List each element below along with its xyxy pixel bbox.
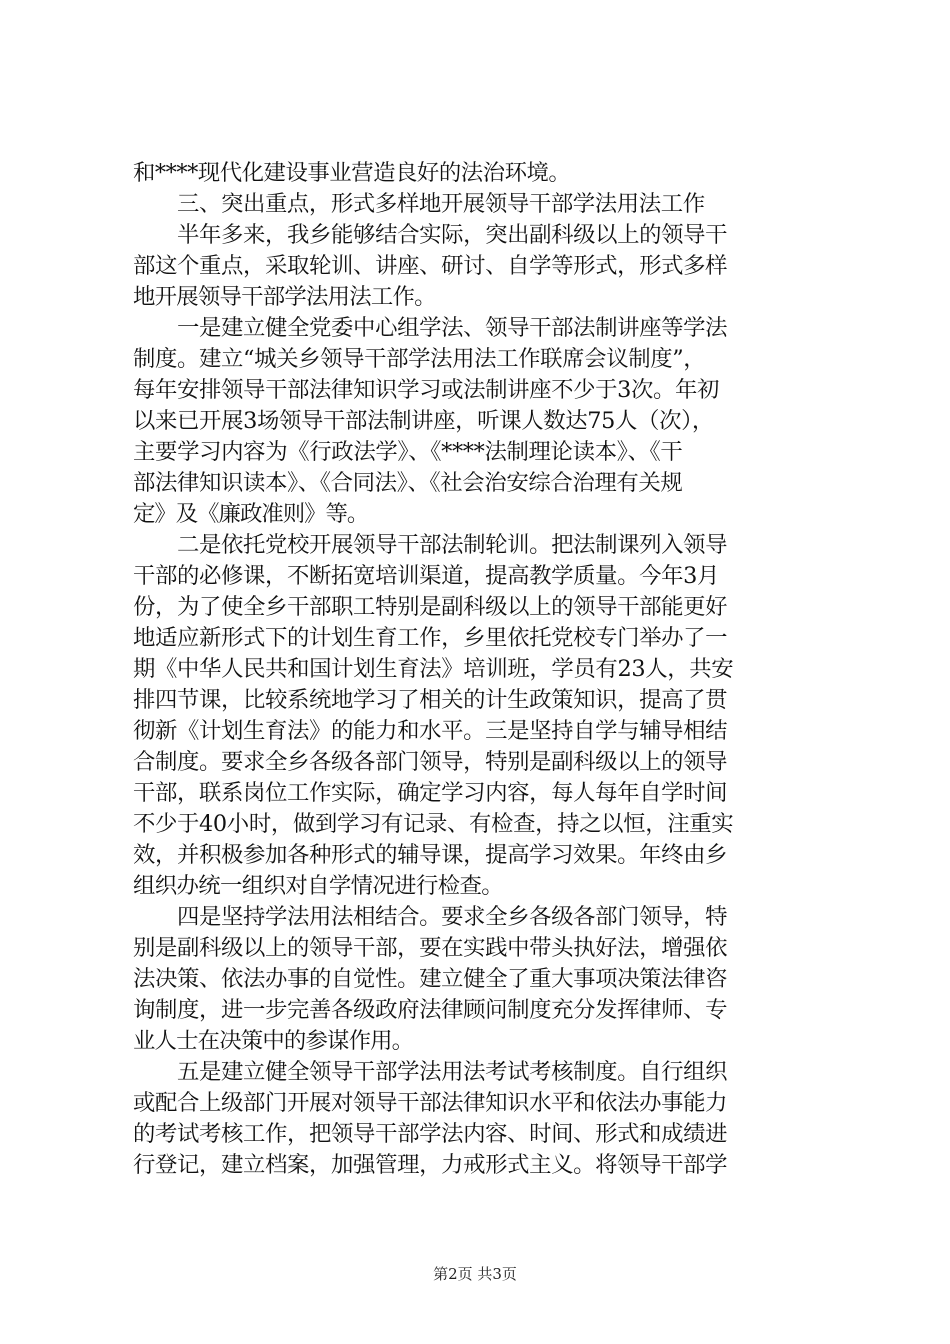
- text-line: 排四节课，比较系统地学习了相关的计生政策知识，提高了贯: [133, 687, 728, 713]
- text-line: 三、突出重点，形式多样地开展领导干部学法用法工作: [133, 191, 705, 217]
- text-line: 以来已开展3场领导干部法制讲座，听课人数达75人（次），: [133, 408, 714, 434]
- text-line: 制度。建立“城关乡领导干部学法用法工作联席会议制度”，: [133, 346, 706, 372]
- text-line: 四是坚持学法用法相结合。要求全乡各级各部门领导，特: [133, 904, 728, 930]
- text-line: 干部的必修课，不断拓宽培训渠道，提高教学质量。今年3月: [133, 563, 720, 589]
- text-line: 二是依托党校开展领导干部法制轮训。把法制课列入领导: [133, 532, 728, 558]
- text-line: 行登记，建立档案，加强管理，力戒形式主义。将领导干部学: [133, 1152, 728, 1178]
- text-line: 和****现代化建设事业营造良好的法治环境。: [133, 160, 571, 186]
- text-line: 彻新《计划生育法》的能力和水平。三是坚持自学与辅导相结: [133, 718, 728, 744]
- text-line: 法决策、依法办事的自觉性。建立健全了重大事项决策法律咨: [133, 966, 728, 992]
- text-line: 每年安排领导干部法律知识学习或法制讲座不少于3次。年初: [133, 377, 720, 403]
- text-line: 干部，联系岗位工作实际，确定学习内容，每人每年自学时间: [133, 780, 728, 806]
- text-line: 别是副科级以上的领导干部，要在实践中带头执好法，增强依: [133, 935, 728, 961]
- text-line: 的考试考核工作，把领导干部学法内容、时间、形式和成绩进: [133, 1121, 728, 1147]
- document-body: [133, 158, 833, 1181]
- text-line: 询制度，进一步完善各级政府法律顾问制度充分发挥律师、专: [133, 997, 728, 1023]
- text-line: 期《中华人民共和国计划生育法》培训班，学员有23人，共安: [133, 656, 734, 682]
- text-line: 主要学习内容为《行政法学》、《****法制理论读本》、《干: [133, 439, 683, 465]
- text-line: 效，并积极参加各种形式的辅导课，提高学习效果。年终由乡: [133, 842, 728, 868]
- text-line: 业人士在决策中的参谋作用。: [133, 1028, 414, 1054]
- text-line: 部这个重点，采取轮训、讲座、研讨、自学等形式，形式多样: [133, 253, 728, 279]
- text-line: 一是建立健全党委中心组学法、领导干部法制讲座等学法: [133, 315, 728, 341]
- text-line: 五是建立健全领导干部学法用法考试考核制度。自行组织: [133, 1059, 728, 1085]
- text-line: 半年多来，我乡能够结合实际，突出副科级以上的领导干: [133, 222, 728, 248]
- page-footer: 第2页 共3页: [433, 1265, 517, 1283]
- text-line: 份，为了使全乡干部职工特别是副科级以上的领导干部能更好: [133, 594, 728, 620]
- text-line: 地开展领导干部学法用法工作。: [133, 284, 436, 310]
- text-line: 或配合上级部门开展对领导干部法律知识水平和依法办事能力: [133, 1090, 728, 1116]
- text-line: 组织办统一组织对自学情况进行检查。: [133, 873, 504, 899]
- text-line: 不少于40小时，做到学习有记录、有检查，持之以恒，注重实: [133, 811, 734, 837]
- text-line: 地适应新形式下的计划生育工作，乡里依托党校专门举办了一: [133, 625, 728, 651]
- text-line: 部法律知识读本》、《合同法》、《社会治安综合治理有关规: [133, 470, 683, 496]
- text-line: 定》及《廉政准则》等。: [133, 501, 369, 527]
- text-line: 合制度。要求全乡各级各部门领导，特别是副科级以上的领导: [133, 749, 728, 775]
